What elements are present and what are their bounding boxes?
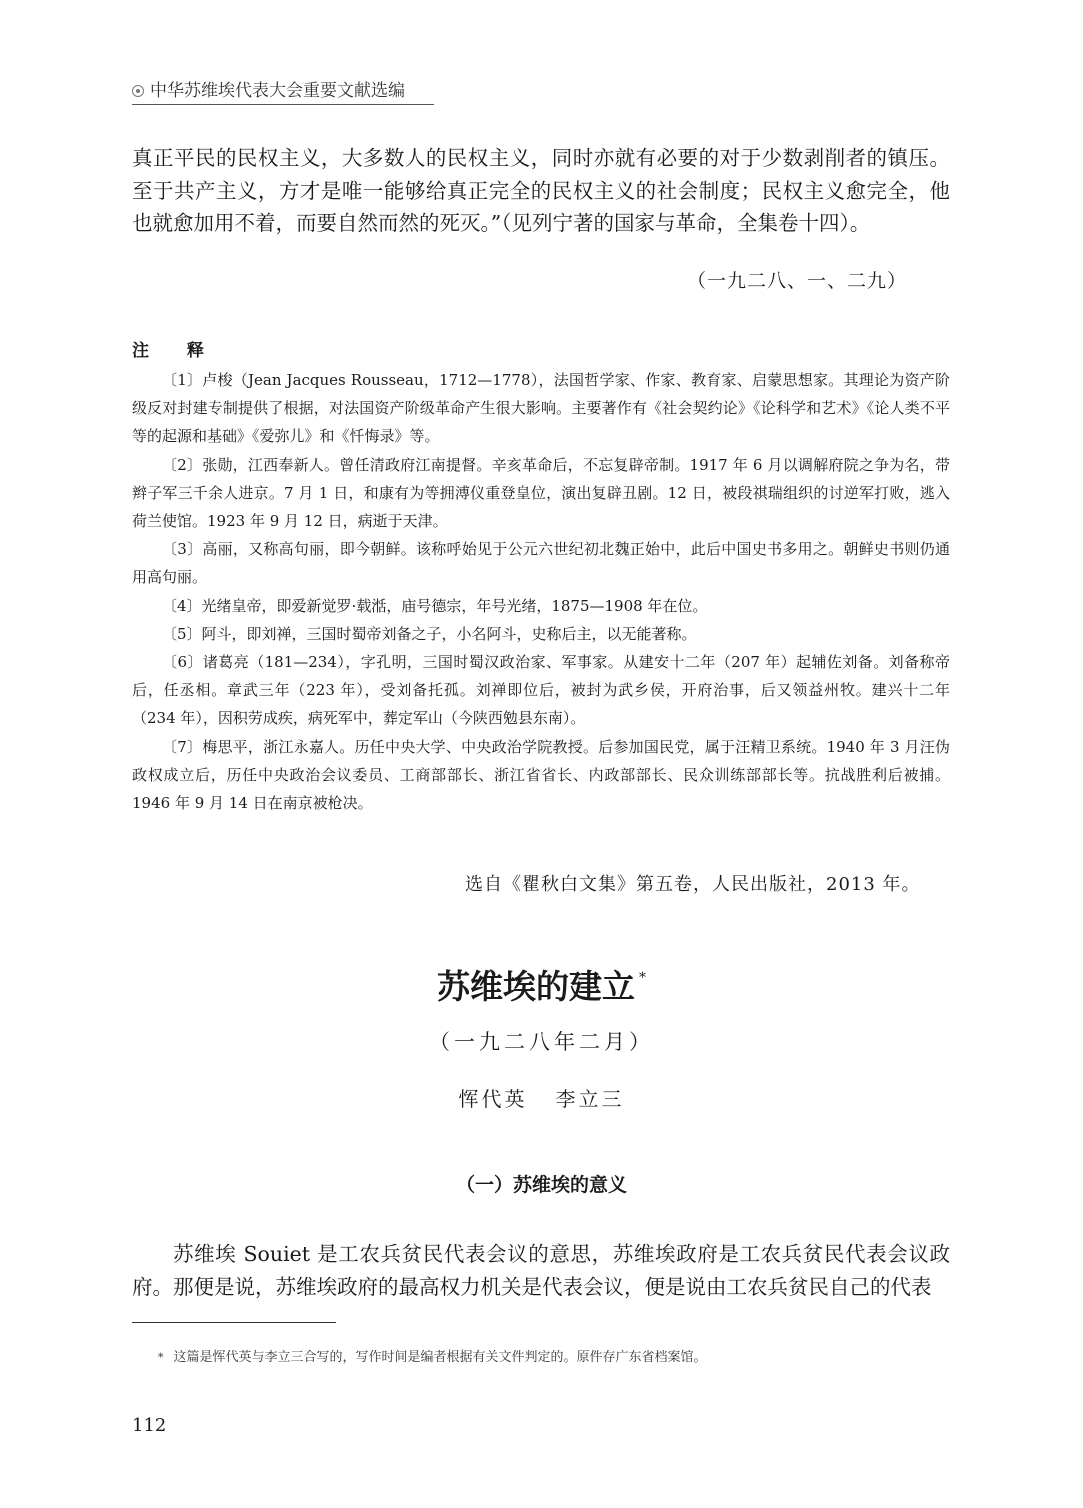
note-item: 〔2〕张勋，江西奉新人。曾任清政府江南提督。辛亥革命后，不忘复辟帝制。1917 年 6 月以调解府院之争为名，带辫子军三千余人进京。7 月 1 日，和康有为等拥溥仪重登皇位，演出复辟丑剧。12 日，被段祺瑞组织的讨逆军打败，逃入荷兰使馆。1923 年 9 月 12 日，病逝于天津。 (132, 455, 950, 531)
source-line: 选自《瞿秋白文集》第五卷，人民出版社，2013 年。 (465, 874, 921, 895)
note-item: 〔7〕梅思平，浙江永嘉人。历任中央大学、中央政治学院教授。后参加国民党，属于汪精卫系统。1940 年 3 月汪伪政权成立后，历任中央政治会议委员、工商部部长、浙江省省长、内政部部长、民众训练部部长等。抗战胜利后被捕。1946 年 9 月 14 日在南京被枪决。 (132, 737, 950, 813)
article-title (0, 953, 1083, 1012)
top-paragraph: 真正平民的民权主义，大多数人的民权主义，同时亦就有必要的对于少数剥削者的镇压。至于共产主义，方才是唯一能够给真正完全的民权主义的社会制度；民权主义愈完全，他也就愈加用不着，而要自然而然的死灭。”（见列宁著的国家与革命，全集卷十四）。 (132, 146, 950, 235)
footnote-star: * (158, 1351, 164, 1364)
note-item: 〔6〕诸葛亮（181—234），字孔明，三国时蜀汉政治家、军事家。从建安十二年（207 年）起辅佐刘备。刘备称帝后，任丞相。章武三年（223 年），受刘备托孤。刘禅即位后，被封为武乡侯，开府治事，后又领益州牧。建兴十二年（234 年），因积劳成疾，病死军中，葬定军山（今陕西勉县东南）。 (132, 653, 950, 728)
footnote (158, 1348, 707, 1368)
footnote-marker: * (639, 970, 646, 986)
top-paragraph-block (132, 142, 950, 240)
note-item: 〔3〕高丽，又称高句丽，即今朝鲜。该称呼始见于公元六世纪初北魏正始中，此后中国史书多用之。朝鲜史书则仍通用高句丽。 (132, 540, 950, 587)
author-name: 恽代英 (458, 1087, 528, 1111)
note-item: 〔1〕卢梭（Jean Jacques Rousseau，1712—1778），法国哲学家、作家、教育家、启蒙思想家。其理论为资产阶级反对封建专制提供了根据，对法国资产阶级革命产生很大影响。主要著作有《社会契约论》《论科学和艺术》《论人类不平等的起源和基础》《爱弥儿》和《忏悔录》等。 (132, 371, 950, 446)
article-authors (0, 1083, 1083, 1112)
author-name: 李立三 (555, 1087, 625, 1111)
article-date: （一九二八年二月） (429, 1030, 654, 1054)
article-title-text: 苏维埃的建立 (437, 967, 635, 1006)
running-header (132, 78, 434, 105)
notes-list (132, 366, 950, 817)
date-line: （一九二八、一、二九） (686, 270, 907, 292)
article-body (132, 1238, 950, 1303)
bullet-circle-icon (132, 85, 144, 97)
footnote-text: 这篇是恽代英与李立三合写的，写作时间是编者根据有关文件判定的。原件存广东省档案馆。 (173, 1350, 707, 1365)
article-paragraph: 苏维埃 Souiet 是工农兵贫民代表会议的意思，苏维埃政府是工农兵贫民代表会议政府。那便是说，苏维埃政府的最高权力机关是代表会议，便是说由工农兵贫民自己的代表 (132, 1242, 950, 1299)
note-item: 〔5〕阿斗，即刘禅，三国时蜀帝刘备之子，小名阿斗，史称后主，以无能著称。 (162, 624, 697, 643)
section-heading: （一）苏维埃的意义 (455, 1174, 627, 1196)
notes-title: 注 释 (132, 341, 220, 361)
running-header-title: 中华苏维埃代表大会重要文献选编 (150, 81, 405, 101)
page-number: 112 (132, 1415, 167, 1436)
note-item: 〔4〕光绪皇帝，即爱新觉罗·载湉，庙号德宗，年号光绪，1875—1908 年在位。 (162, 596, 708, 615)
footnote-divider (132, 1322, 336, 1323)
